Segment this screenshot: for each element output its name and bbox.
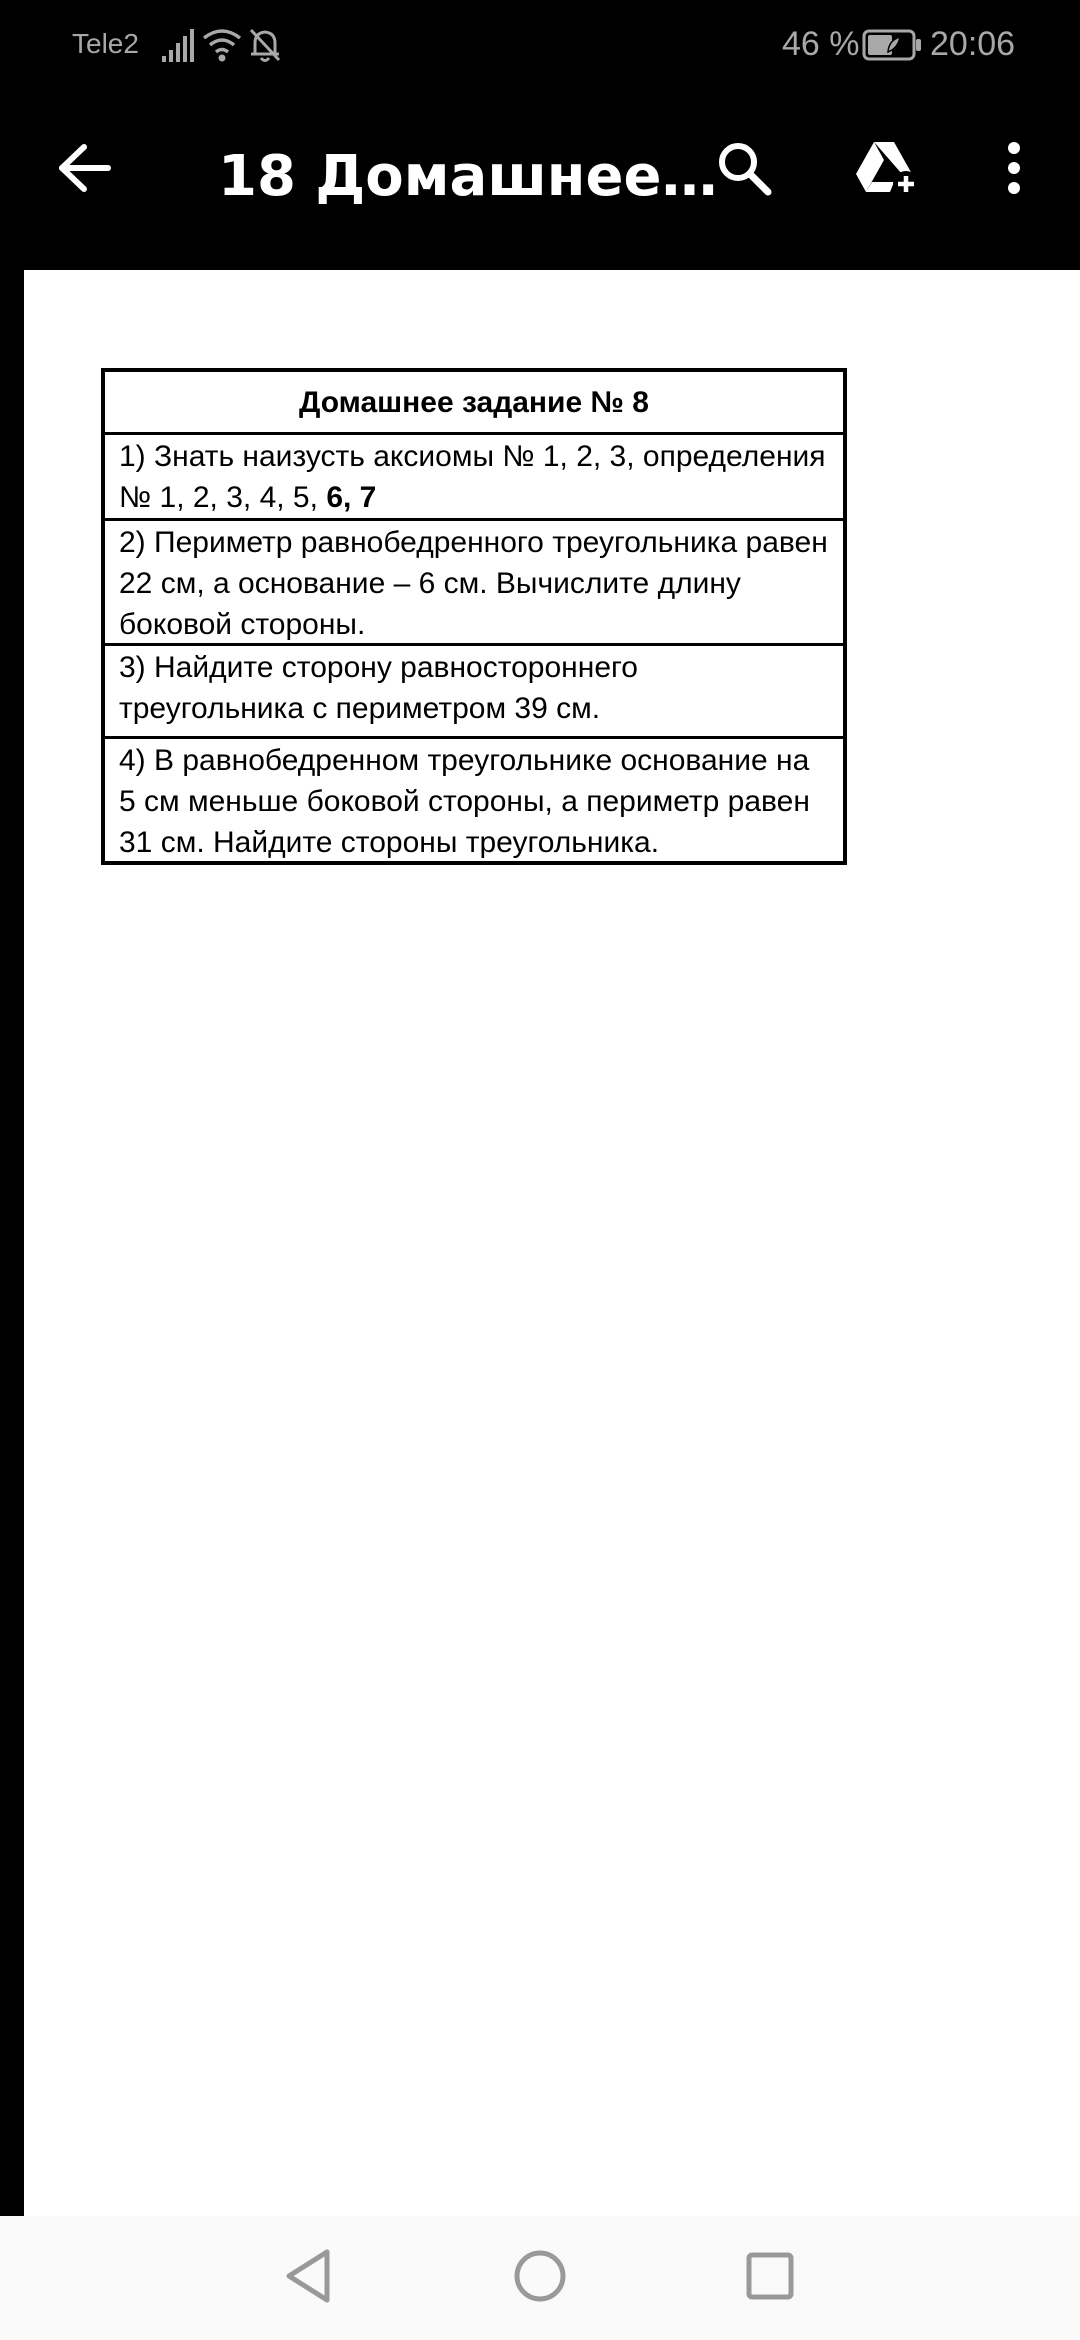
back-button[interactable] [44,130,124,210]
more-vert-icon [1006,141,1022,200]
table-title: Домашнее задание № 8 [105,372,843,435]
task-text: 3) Найдите сторону равностороннего треугольника с периметром 39 см. [119,651,638,725]
recents-square-icon [744,2250,796,2307]
navigation-bar [0,2216,1080,2340]
task-row-4 [105,739,843,861]
battery-icon [862,28,922,66]
add-to-drive-button[interactable] [846,128,930,212]
search-icon [714,138,774,203]
add-to-drive-icon [854,138,922,203]
task-row-1 [105,435,843,521]
nav-home-button[interactable] [500,2238,580,2318]
status-bar [0,0,1080,90]
search-button[interactable] [704,130,784,210]
back-triangle-icon [281,2247,335,2310]
arrow-left-icon [56,143,112,198]
carrier-name: Tele2 [72,28,139,59]
bell-off-icon [248,26,282,64]
task-text: 4) В равнобедренном треугольнике основание на 5 см меньше боковой стороны, а периметр равен 31 см. Найдите стороны треугольника. [119,744,810,859]
battery-percent: 46 % [782,25,860,63]
nav-recents-button[interactable] [730,2238,810,2318]
document-title: 18 Домашнее… [218,144,718,209]
signal-icon [160,26,194,64]
more-options-button[interactable] [974,130,1054,210]
document-viewer[interactable] [0,270,1080,2216]
home-circle-icon [512,2248,568,2309]
wifi-icon [202,26,242,64]
nav-back-button[interactable] [268,2238,348,2318]
task-text: 1) Знать наизусть аксиомы № 1, 2, 3, определения № 1, 2, 3, 4, 5, [119,440,826,514]
task-bold-suffix: 6, 7 [326,481,377,514]
task-row-3 [105,646,843,739]
homework-table [101,368,847,865]
task-text: 2) Периметр равнобедренного треугольника равен 22 см, а основание – 6 см. Вычислите длину боковой стороны. [119,526,828,641]
document-page[interactable] [24,270,1080,2216]
task-row-2 [105,521,843,646]
clock: 20:06 [930,25,1016,63]
app-bar [0,90,1080,270]
